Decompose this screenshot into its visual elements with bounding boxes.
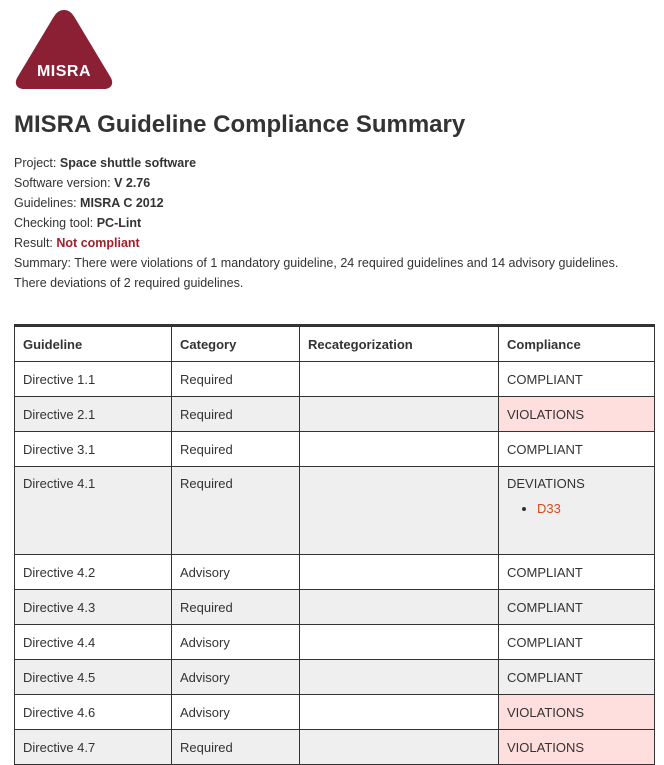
logo-text: MISRA (36, 63, 92, 80)
compliance-cell: COMPLIANT (499, 555, 655, 590)
category-cell: Advisory (172, 660, 300, 695)
compliance-table-container (14, 324, 654, 755)
guideline-cell: Directive 4.5 (15, 660, 172, 695)
deviation-list (507, 501, 646, 516)
version-row (14, 173, 654, 193)
project-row (14, 153, 654, 173)
guidelines-value: MISRA C 2012 (80, 196, 164, 210)
table-row (15, 555, 655, 590)
header-guideline: Guideline (15, 326, 172, 362)
compliance-cell: VIOLATIONS (499, 695, 655, 730)
recategorization-cell (300, 432, 499, 467)
deviation-item (537, 501, 646, 516)
guideline-cell: Directive 4.7 (15, 730, 172, 765)
category-cell: Required (172, 397, 300, 432)
compliance-table (14, 324, 655, 765)
recategorization-cell (300, 590, 499, 625)
version-label: Software version: (14, 176, 111, 190)
compliance-cell: VIOLATIONS (499, 397, 655, 432)
category-cell: Advisory (172, 695, 300, 730)
recategorization-cell (300, 695, 499, 730)
compliance-cell: COMPLIANT (499, 362, 655, 397)
summary-text-2: There deviations of 2 required guidelines. (14, 276, 244, 290)
category-cell: Required (172, 432, 300, 467)
report-metadata (14, 153, 654, 293)
summary-row-2 (14, 273, 654, 293)
table-row (15, 432, 655, 467)
table-row (15, 660, 655, 695)
category-cell: Advisory (172, 625, 300, 660)
recategorization-cell (300, 362, 499, 397)
tool-label: Checking tool: (14, 216, 94, 230)
category-cell: Required (172, 362, 300, 397)
table-row (15, 695, 655, 730)
result-label: Result: (14, 236, 53, 250)
compliance-cell: COMPLIANT (499, 432, 655, 467)
table-row (15, 467, 655, 555)
summary-label: Summary: (14, 256, 71, 270)
project-value: Space shuttle software (59, 156, 197, 170)
guidelines-label: Guidelines: (14, 196, 77, 210)
header-category: Category (172, 326, 300, 362)
header-compliance: Compliance (499, 326, 655, 362)
table-row (15, 625, 655, 660)
category-cell: Required (172, 467, 300, 555)
table-row (15, 362, 655, 397)
table-header-row (15, 326, 655, 362)
deviation-link[interactable]: D33 (537, 501, 561, 516)
misra-logo (14, 8, 114, 90)
guideline-cell: Directive 4.3 (15, 590, 172, 625)
guideline-cell: Directive 2.1 (15, 397, 172, 432)
compliance-cell: COMPLIANT (499, 590, 655, 625)
table-row (15, 590, 655, 625)
table-row (15, 397, 655, 432)
compliance-cell: COMPLIANT (499, 625, 655, 660)
page-title: MISRA Guideline Compliance Summary (14, 111, 466, 138)
guideline-cell: Directive 3.1 (15, 432, 172, 467)
tool-value: PC-Lint (96, 216, 142, 230)
recategorization-cell (300, 625, 499, 660)
guideline-cell: Directive 4.6 (15, 695, 172, 730)
summary-text: There were violations of 1 mandatory guideline, 24 required guidelines and 14 advisory guidelines. (74, 256, 619, 270)
compliance-cell: COMPLIANT (499, 660, 655, 695)
project-label: Project: (14, 156, 57, 170)
compliance-cell: VIOLATIONS (499, 730, 655, 765)
tool-row (14, 213, 654, 233)
compliance-status: DEVIATIONS (507, 476, 585, 491)
guideline-cell: Directive 4.2 (15, 555, 172, 590)
result-value: Not compliant (56, 236, 140, 250)
recategorization-cell (300, 467, 499, 555)
guideline-cell: Directive 1.1 (15, 362, 172, 397)
category-cell: Required (172, 590, 300, 625)
table-row (15, 730, 655, 765)
category-cell: Required (172, 730, 300, 765)
recategorization-cell (300, 730, 499, 765)
version-value: V 2.76 (114, 176, 151, 190)
recategorization-cell (300, 555, 499, 590)
summary-row (14, 253, 654, 273)
header-recategorization: Recategorization (300, 326, 499, 362)
category-cell: Advisory (172, 555, 300, 590)
result-row (14, 233, 654, 253)
recategorization-cell (300, 397, 499, 432)
guideline-cell: Directive 4.1 (15, 467, 172, 555)
compliance-cell (499, 467, 655, 555)
guidelines-row (14, 193, 654, 213)
recategorization-cell (300, 660, 499, 695)
guideline-cell: Directive 4.4 (15, 625, 172, 660)
